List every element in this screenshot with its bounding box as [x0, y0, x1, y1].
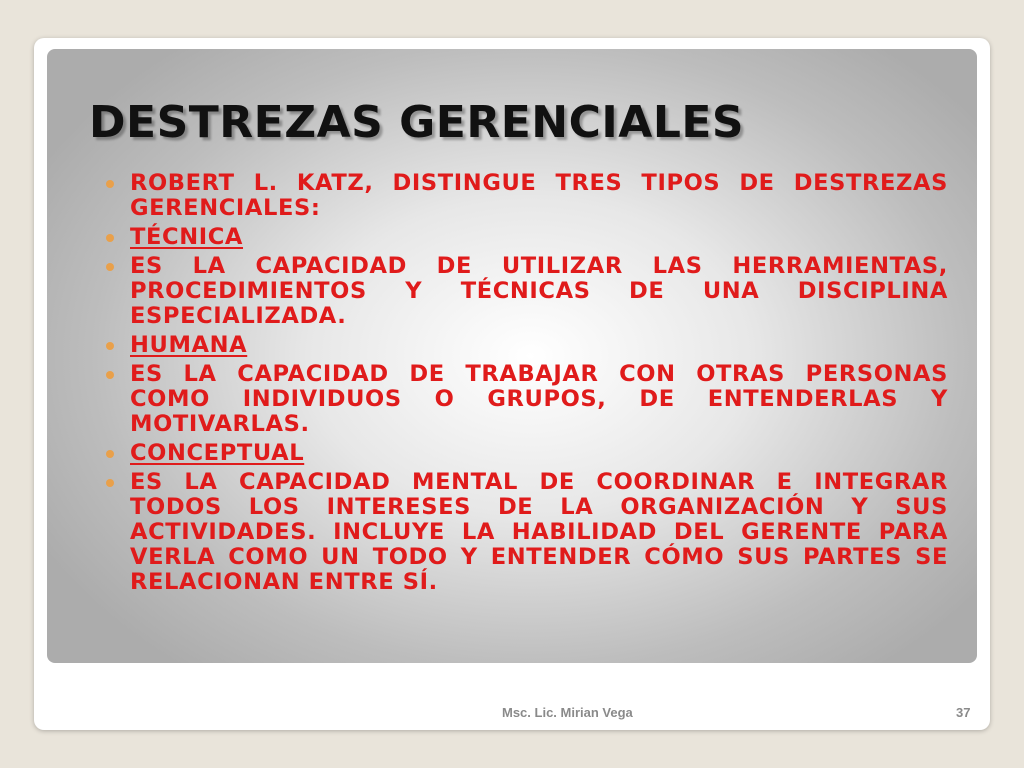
bullet-item-humana-desc [106, 362, 948, 437]
bullet-dot-icon [106, 180, 114, 188]
slide-number: 37 [956, 705, 971, 720]
bullet-item-intro [106, 171, 948, 221]
footer-author: Msc. Lic. Mirian Vega [502, 705, 633, 720]
slide-title: DESTREZAS GERENCIALES [89, 97, 745, 148]
bullet-dot-icon [106, 342, 114, 350]
bullet-item-humana [106, 333, 948, 358]
slide-card [34, 38, 990, 730]
bullet-item-conceptual-desc [106, 470, 948, 595]
bullet-item-tecnica [106, 225, 948, 250]
bullet-item-tecnica-desc [106, 254, 948, 329]
bullet-dot-icon [106, 371, 114, 379]
bullet-text: ROBERT L. KATZ, DISTINGUE TRES TIPOS DE DESTREZAS GERENCIALES: [130, 170, 948, 221]
slide-content-panel [47, 49, 977, 663]
bullet-text: ES LA CAPACIDAD DE UTILIZAR LAS HERRAMIENTAS, PROCEDIMIENTOS Y TÉCNICAS DE UNA DISCIPLINA ESPECIALIZADA. [130, 253, 948, 329]
bullet-dot-icon [106, 450, 114, 458]
skill-heading: CONCEPTUAL [130, 440, 305, 466]
bullet-text: ES LA CAPACIDAD DE TRABAJAR CON OTRAS PERSONAS COMO INDIVIDUOS O GRUPOS, DE ENTENDERLAS Y MOTIVARLAS. [130, 361, 948, 437]
bullet-item-conceptual [106, 441, 948, 466]
bullet-text: ES LA CAPACIDAD MENTAL DE COORDINAR E INTEGRAR TODOS LOS INTERESES DE LA ORGANIZACIÓN Y SUS ACTIVIDADES. INCLUYE LA HABILIDAD DEL GERENTE PARA VERLA COMO UN TODO Y ENTENDER CÓMO SUS PARTES SE RELACIONAN ENTRE SÍ. [130, 469, 948, 595]
skill-heading: HUMANA [130, 332, 248, 358]
bullet-dot-icon [106, 479, 114, 487]
bullet-list [106, 171, 948, 599]
skill-heading: TÉCNICA [130, 224, 244, 250]
bullet-dot-icon [106, 263, 114, 271]
bullet-dot-icon [106, 234, 114, 242]
